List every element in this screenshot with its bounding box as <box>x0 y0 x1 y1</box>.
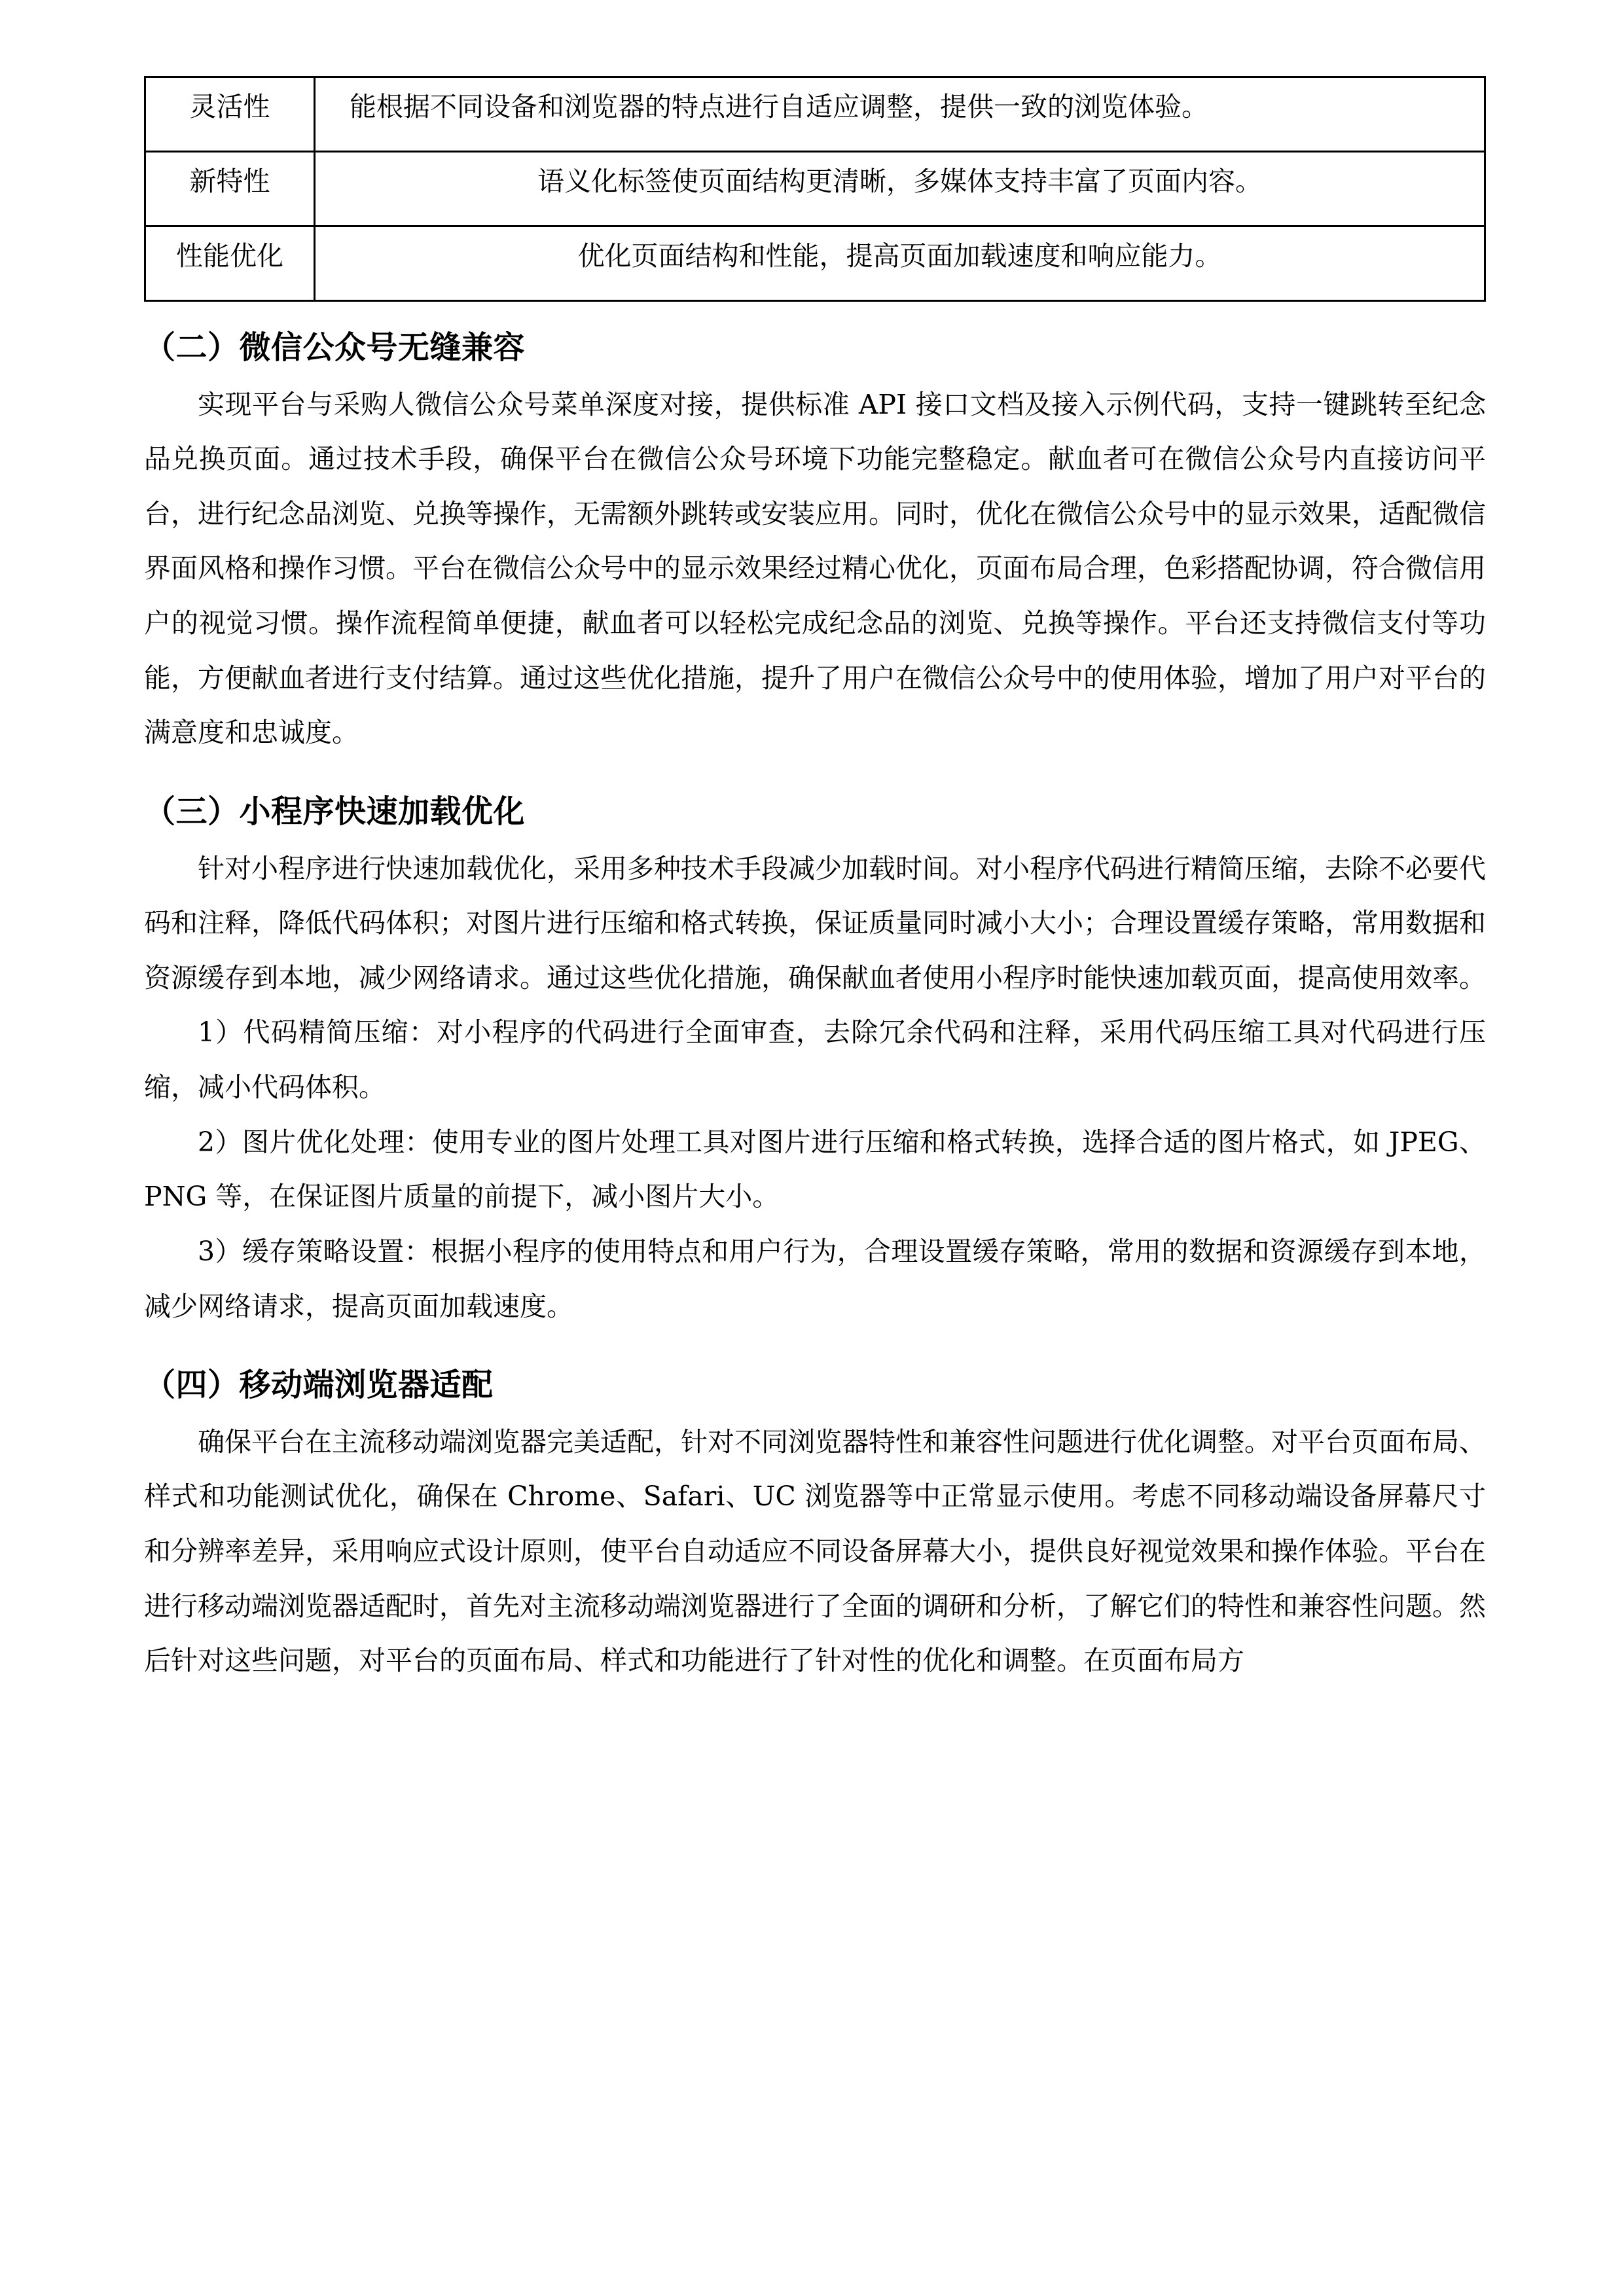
table-cell-value: 优化页面结构和性能，提高页面加载速度和响应能力。 <box>315 226 1485 301</box>
table-row <box>145 77 1485 152</box>
section-heading-wechat-official-account: （二）微信公众号无缝兼容 <box>144 329 526 366</box>
table-cell-value: 语义化标签使页面结构更清晰，多媒体支持丰富了页面内容。 <box>315 152 1485 226</box>
table-row <box>145 226 1485 301</box>
table-cell-label: 新特性 <box>145 152 315 226</box>
table-cell-label: 灵活性 <box>145 77 315 152</box>
table-cell-value: 能根据不同设备和浏览器的特点进行自适应调整，提供一致的浏览体验。 <box>315 77 1485 152</box>
list-item: 3）缓存策略设置：根据小程序的使用特点和用户行为，合理设置缓存策略，常用的数据和资源缓存到本地，减少网络请求，提高页面加载速度。 <box>144 1235 1486 1322</box>
section-heading-miniprogram-fast-load: （三）小程序快速加载优化 <box>144 793 526 830</box>
page-content <box>144 76 1486 1689</box>
list-item: 2）图片优化处理：使用专业的图片处理工具对图片进行压缩和格式转换，选择合适的图片格式，如 JPEG、PNG 等，在保证图片质量的前提下，减小图片大小。 <box>144 1126 1486 1213</box>
section-paragraph: 针对小程序进行快速加载优化，采用多种技术手段减少加载时间。对小程序代码进行精简压缩，去除不必要代码和注释，降低代码体积；对图片进行压缩和格式转换，保证质量同时减小大小；合理设置缓存策略，常用数据和资源缓存到本地，减少网络请求。通过这些优化措施，确保献血者使用小程序时能快速加载页面，提高使用效率。 <box>144 852 1486 994</box>
table-cell-label: 性能优化 <box>145 226 315 301</box>
list-item: 1）代码精简压缩：对小程序的代码进行全面审查，去除冗余代码和注释，采用代码压缩工具对代码进行压缩，减小代码体积。 <box>144 1016 1486 1103</box>
section-paragraph: 实现平台与采购人微信公众号菜单深度对接，提供标准 API 接口文档及接入示例代码，支持一键跳转至纪念品兑换页面。通过技术手段，确保平台在微信公众号环境下功能完整稳定。献血者可在微信公众号内直接访问平台，进行纪念品浏览、兑换等操作，无需额外跳转或安装应用。同时，优化在微信公众号中的显示效果，适配微信界面风格和操作习惯。平台在微信公众号中的显示效果经过精心优化，页面布局合理，色彩搭配协调，符合微信用户的视觉习惯。操作流程简单便捷，献血者可以轻松完成纪念品的浏览、兑换等操作。平台还支持微信支付等功能，方便献血者进行支付结算。通过这些优化措施，提升了用户在微信公众号中的使用体验，增加了用户对平台的满意度和忠诚度。 <box>144 388 1486 749</box>
section-paragraph: 确保平台在主流移动端浏览器完美适配，针对不同浏览器特性和兼容性问题进行优化调整。对平台页面布局、样式和功能测试优化，确保在 Chrome、Safari、UC 浏览器等中正常显示使用。考虑不同移动端设备屏幕尺寸和分辨率差异，采用响应式设计原则，使平台自动适应不同设备屏幕大小，提供良好视觉效果和操作体验。平台在进行移动端浏览器适配时，首先对主流移动端浏览器进行了全面的调研和分析，了解它们的特性和兼容性问题。然后针对这些问题，对平台的页面布局、样式和功能进行了针对性的优化和调整。在页面布局方 <box>144 1426 1486 1677</box>
table-body <box>145 77 1485 301</box>
table-row <box>145 152 1485 226</box>
feature-spec-table <box>144 76 1486 302</box>
section-heading-mobile-browser-adaptation: （四）移动端浏览器适配 <box>144 1367 494 1404</box>
